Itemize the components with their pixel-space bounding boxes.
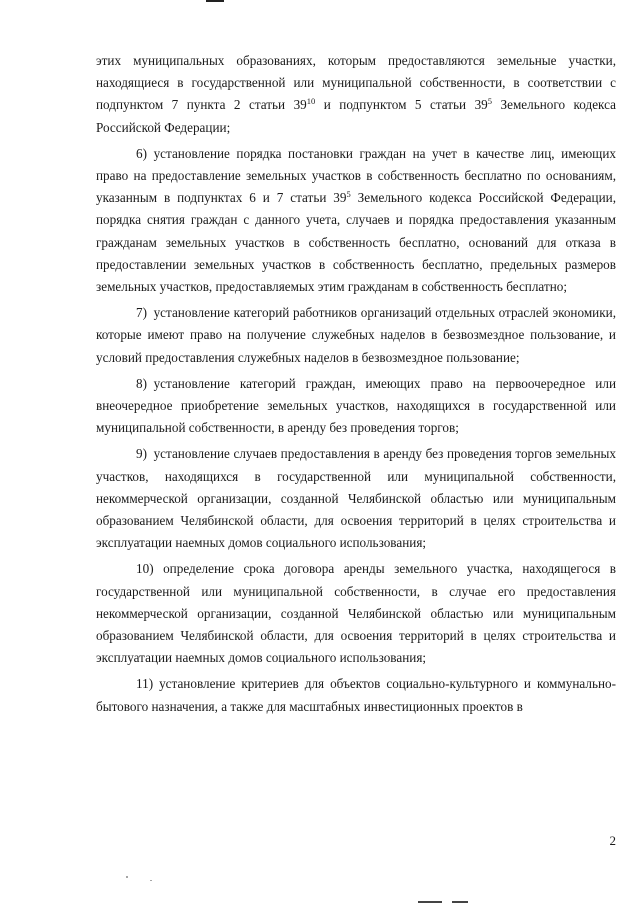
list-item-11: 11) установление критериев для объектов социально-культурного и коммунально-бытового назначения, а также для масштабных инвестиционных проектов в [96, 676, 616, 714]
scan-mark-bottom [418, 901, 442, 903]
superscript-5: 5 [346, 189, 351, 200]
scan-speck [126, 876, 128, 878]
list-item-6: 6) установление порядка постановки граждан на учет в качестве лиц, имеющих право на предоставление земельных участков в собственность бесплатно по основаниям, указанным в подпунктах 6 и 7 статьи $39^5$ Земельного кодекса Российской Федерации, порядка снятия граждан с данного учета, случаев и порядка предоставления указанным гражданам земельных участков в собственность бесплатно, оснований для отказа в предоставлении земельных участков в собственность бесплатно, предельных размеров земельных участков, предоставляемых этим гражданам в собственность бесплатно; [96, 145, 616, 295]
superscript-5: 5 [487, 96, 493, 107]
list-item-10: 10) определение срока договора аренды земельного участка, находящегося в государственной или муниципальной собственности, в случае его предоставления некоммерческой организации, созданной Челябинской областью или муниципальным образованием Челябинской области, для освоения территорий в целях строительства и эксплуатации наемных домов социального использования; [96, 561, 616, 666]
list-item-9: 9) установление случаев предоставления в аренду без проведения торгов земельных участков, находящихся в государственной или муниципальной собственности, некоммерческой организации, созданной Челябинской областью или муниципальным образованием Челябинской области, для освоения территорий в целях строительства и эксплуатации наемных домов социального использования; [96, 446, 616, 551]
list-item-8: 8) установление категорий граждан, имеющих право на первоочередное или внеочередное приобретение земельных участков, находящихся в государственной или муниципальной собственности, в аренду без проведения торгов; [96, 375, 616, 436]
page-number: 2 [609, 833, 616, 848]
document-body [96, 50, 616, 722]
scan-mark-top [206, 0, 224, 2]
list-item-7: 7) установление категорий работников организаций отдельных отраслей экономики, которые имеют право на получение служебных наделов в безвозмездное пользование, и условий предоставления служебных наделов в безвозмездное пользование; [96, 305, 616, 365]
superscript-10: 10 [306, 96, 316, 107]
scan-speck [150, 880, 152, 881]
paragraph-continuation: этих муниципальных образованиях, которым предоставляются земельные участки, находящиеся в государственной или муниципальной собственности, в соответствии с подпунктом 7 пункта 2 статьи $39^{10}$ и подпунктом 5 статьи $39^5$ Земельного кодекса Российской Федерации; [96, 53, 616, 135]
scan-mark-bottom [452, 901, 468, 903]
